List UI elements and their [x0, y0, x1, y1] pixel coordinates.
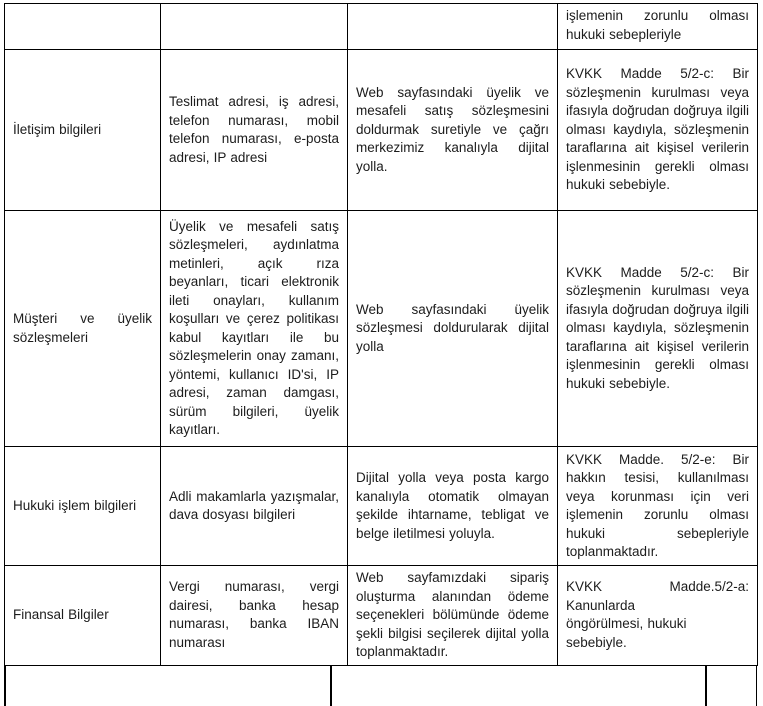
legal-basis-line: KVKK Madde.5/2-a:: [566, 579, 749, 595]
cell-collection-method: Web sayfasındaki üyelik sözleşmesi doldurularak dijital yolla: [348, 211, 558, 447]
table-row-legal-transaction: [5, 447, 758, 566]
column-divider: [330, 666, 332, 706]
cell-collection-method: Web sayfasındaki üyelik ve mesafeli satış sözleşmesini doldurmak suretiyle ve çağrı merkezimiz kanalıyla dijital yolla.: [348, 50, 558, 211]
cell-category: [5, 4, 161, 50]
cell-legal-basis: KVKK Madde. 5/2-e: Bir hakkın tesisi, kullanılması veya korunması için veri işlemenin zorunlu olması hukuki sebepleriyle toplanmaktadır.: [558, 447, 758, 566]
cell-legal-basis: işlemenin zorunlu olması hukuki sebepleriyle: [558, 4, 758, 50]
cell-data-collected: Teslimat adresi, iş adresi, telefon numarası, mobil telefon numarası, e-posta adresi, IP adresi: [161, 50, 348, 211]
legal-basis-line: Kanunlarda: [566, 597, 636, 613]
cell-category: Hukuki işlem bilgileri: [5, 447, 161, 566]
table-row-customer-membership: [5, 211, 758, 447]
table-border-left: [4, 666, 6, 706]
legal-basis-line: öngörülmesi, hukuki: [566, 616, 687, 632]
table-row-financial-info: [5, 566, 758, 666]
document-page: [4, 3, 757, 706]
table-row-contact-info: [5, 50, 758, 211]
cell-category: Müşteri ve üyelik sözleşmeleri: [5, 211, 161, 447]
cell-data-collected: Vergi numarası, vergi dairesi, banka hesap numarası, banka IBAN numarası: [161, 566, 348, 666]
cell-data-collected: Adli makamlarla yazışmalar, dava dosyası bilgileri: [161, 447, 348, 566]
cell-category: İletişim bilgileri: [5, 50, 161, 211]
cell-collection-method: Web sayfamızdaki sipariş oluşturma alanından ödeme seçenekleri bölümünde ödeme şekli bilgisi seçilerek dijital yolla toplanmaktadır.: [348, 566, 558, 666]
cell-data-collected: Üyelik ve mesafeli satış sözleşmeleri, aydınlatma metinleri, açık rıza beyanları, ticari elektronik ileti onayları, kullanım koşulları ve çerez politikası kabul kayıtları ile bu sözleşmelerin onay zamanı, yöntemi, kullanıcı ID'si, IP adresi, zaman damgası, sürüm bilgileri, üyelik kayıtları.: [161, 211, 348, 447]
table-row-continued: [5, 4, 758, 50]
column-divider: [705, 666, 707, 706]
cell-legal-basis: KVKK Madde 5/2-c: Bir sözleşmenin kurulması veya ifasıyla doğrudan doğruya ilgili olması kaydıyla, sözleşmenin taraflarına ait kişisel verilerin işlenmesinin gerekli olması hukuki sebebiyle.: [558, 50, 758, 211]
cell-collection-method: [348, 4, 558, 50]
table-border-right: [756, 666, 758, 706]
next-table-section-clipped: [4, 666, 757, 706]
cell-collection-method: Dijital yolla veya posta kargo kanalıyla otomatik olmayan şekilde ihtarname, tebligat ve belge iletilmesi yoluyla.: [348, 447, 558, 566]
cell-legal-basis: [558, 566, 758, 666]
cell-legal-basis: KVKK Madde 5/2-c: Bir sözleşmenin kurulması veya ifasıyla doğrudan doğruya ilgili olması kaydıyla, sözleşmenin taraflarına ait kişisel verilerin işlenmesinin gerekli olması hukuki sebebiyle.: [558, 211, 758, 447]
cell-category: Finansal Bilgiler: [5, 566, 161, 666]
kvkk-data-table: [4, 3, 758, 666]
cell-data-collected: [161, 4, 348, 50]
legal-basis-line: sebebiyle.: [566, 634, 627, 650]
